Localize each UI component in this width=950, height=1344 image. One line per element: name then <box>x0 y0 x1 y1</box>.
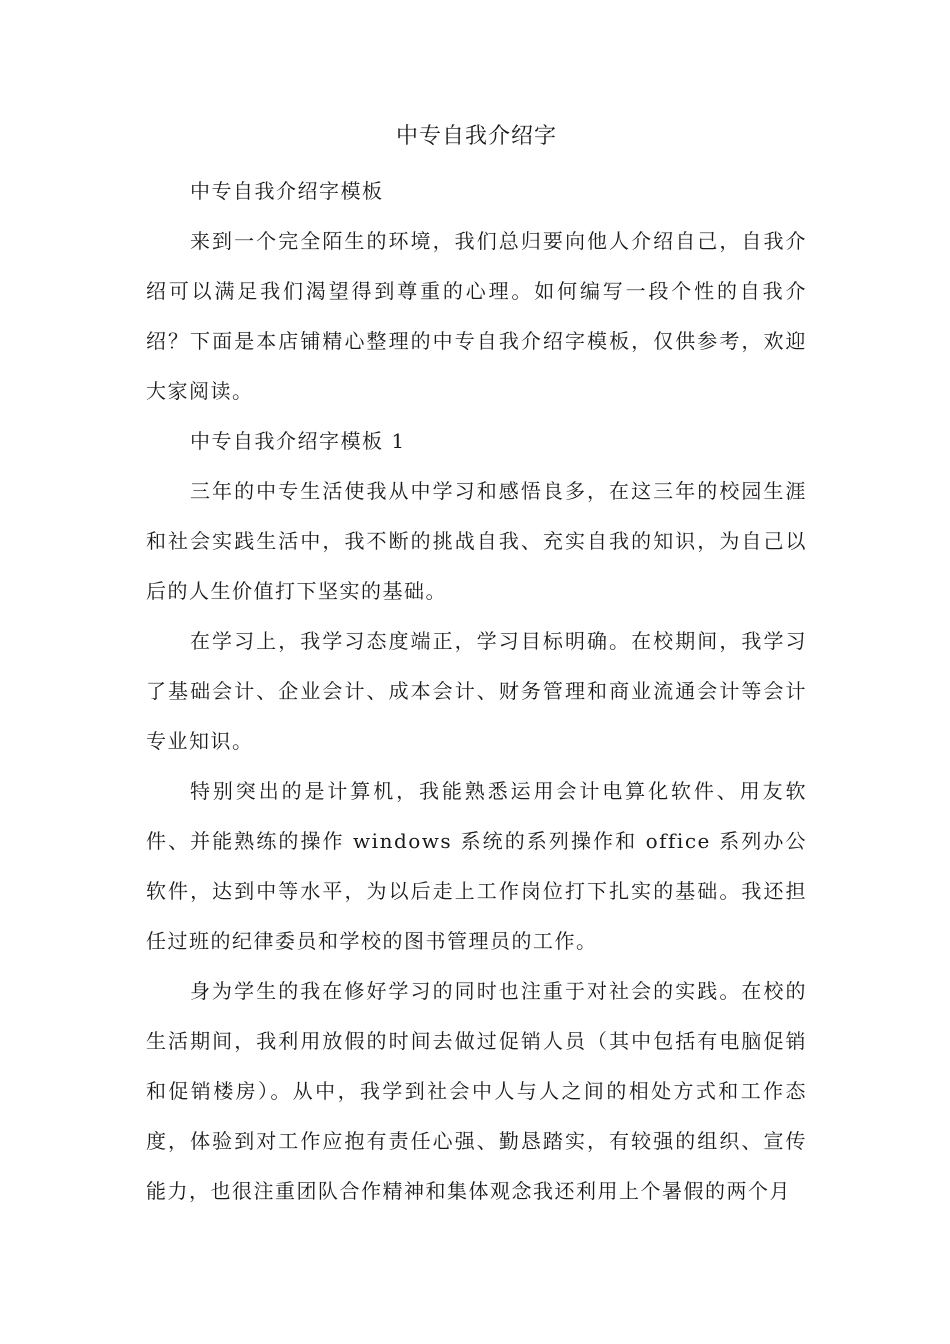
body-paragraph-4: 身为学生的我在修好学习的同时也注重于对社会的实践。在校的生活期间，我利用放假的时间去做过促销人员（其中包括有电脑促销和促销楼房）。从中，我学到社会中人与人之间的相处方式和工作态度，体验到对工作应抱有责任心强、勤恳踏实，有较强的组织、宣传能力，也很注重团队合作精神和集体观念我还利用上个暑假的两个月 <box>146 979 807 1203</box>
section-heading-1: 中专自我介绍字模板 1 <box>190 429 406 453</box>
body-paragraph-3: 特别突出的是计算机，我能熟悉运用会计电算化软件、用友软件、并能熟练的操作 windows 系统的系列操作和 office 系列办公软件，达到中等水平，为以后走上工作岗位打下扎实的基础。我还担任过班的纪律委员和学校的图书管理员的工作。 <box>146 779 807 953</box>
document-title: 中专自我介绍字 <box>395 124 557 149</box>
body-paragraph-1: 三年的中专生活使我从中学习和感悟良多，在这三年的校园生涯和社会实践生活中，我不断的挑战自我、充实自我的知识，为自己以后的人生价值打下坚实的基础。 <box>146 479 807 603</box>
document-subtitle: 中专自我介绍字模板 <box>190 179 384 203</box>
intro-paragraph: 来到一个完全陌生的环境，我们总归要向他人介绍自己，自我介绍可以满足我们渴望得到尊重的心理。如何编写一段个性的自我介绍？下面是本店铺精心整理的中专自我介绍字模板，仅供参考，欢迎大家阅读。 <box>146 229 807 403</box>
body-paragraph-2: 在学习上，我学习态度端正，学习目标明确。在校期间，我学习了基础会计、企业会计、成本会计、财务管理和商业流通会计等会计专业知识。 <box>146 629 807 753</box>
